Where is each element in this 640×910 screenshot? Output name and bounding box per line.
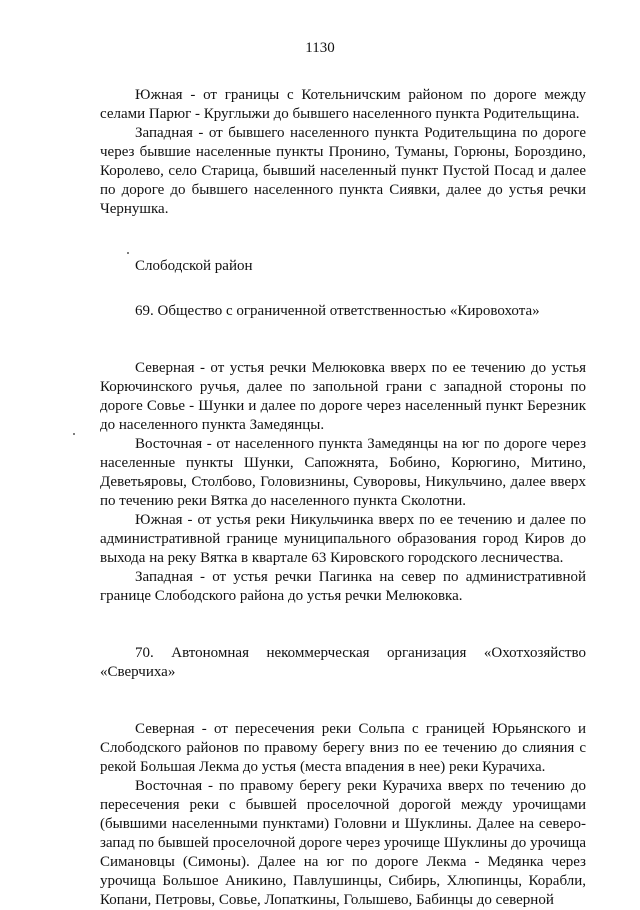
section-title-70: 70. Автономная некоммерческая организация «Охотхозяйство «Сверчиха» — [100, 645, 586, 680]
paragraph-69-east: Восточная - от населенного пункта Замедянцы на юг по дороге через населенные пункты Шунки, Сапожнята, Бобино, Корюгино, Митино, Деветьяровы, Столбово, Головизнины, Суворовы, Никульчино, далее вверх по течению реки Вятка до населенного пункта Сколотни. — [100, 436, 586, 509]
paragraph-south-border: Южная - от границы с Котельничским районом по дороге между селами Парюг - Круглыжи до бывшего населенного пункта Родительщина. — [100, 87, 586, 122]
document-body — [100, 86, 586, 910]
scan-speck — [73, 433, 75, 435]
paragraph-70-north: Северная - от пересечения реки Сольпа с границей Юрьянского и Слободского районов по правому берегу вниз по ее течению до слияния с рекой Большая Лекма до устья (места впадения в нее) реки Курачиха. — [100, 721, 586, 775]
paragraph-69-west: Западная - от устья речки Пагинка на север по административной границе Слободского района до устья речки Мелюковка. — [100, 569, 586, 604]
paragraph-69-south: Южная - от устья реки Никульчинка вверх по ее течению и далее по административной границе муниципального образования город Киров до выхода на реку Вятка в квартале 63 Кировского городского лесничества. — [100, 512, 586, 566]
page-number: 1130 — [305, 40, 335, 56]
paragraph-70-east: Восточная - по правому берегу реки Курачиха вверх по течению до пересечения реки с бывшей проселочной дорогой между урочищами (бывшими населенными пунктами) Головни и Шуклины. Далее на северо-запад по бывшей проселочной дороге через урочище Шуклины до урочища Симановцы (Симоны). Далее на юг по дороге Лекма - Медянка через урочища Большое Аникино, Павлушинцы, Сибирь, Хлюпинцы, Корабли, Копани, Петровы, Совье, Лопаткины, Голышево, Бабинцы до северной — [100, 778, 586, 908]
district-heading: Слободской район — [135, 258, 253, 274]
paragraph-west-border: Западная - от бывшего населенного пункта Родительщина по дороге через бывшие населенные пункты Пронино, Туманы, Горюны, Бороздино, Королево, село Старица, бывший населенный пункт Пустой Посад и далее по дороге до бывшего населенного пункта Сиявки, далее до устья речки Чернушка. — [100, 125, 586, 217]
scan-speck — [127, 252, 129, 254]
section-title-69: 69. Общество с ограниченной ответственностью «Кировохота» — [135, 303, 540, 319]
paragraph-69-north: Северная - от устья речки Мелюковка вверх по ее течению до устья Корючинского ручья, далее по запольной грани с западной стороны по дороге Совье - Шунки и далее по дороге через населенный пункт Березник до населенного пункта Замедянцы. — [100, 360, 586, 433]
